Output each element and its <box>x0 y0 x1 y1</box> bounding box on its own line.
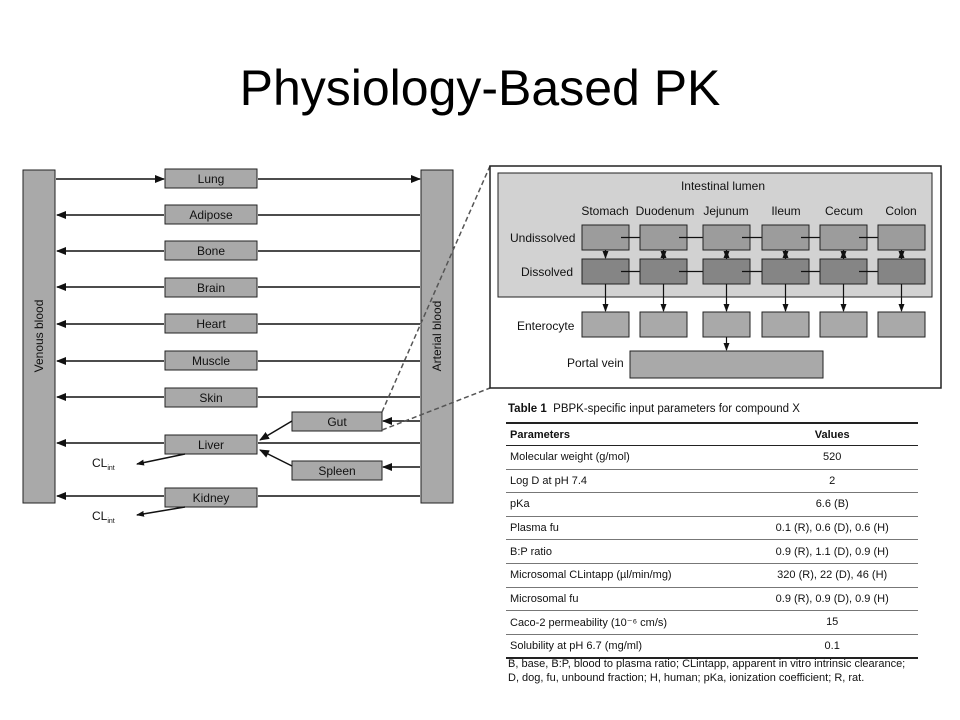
segment-cecum-label: Cecum <box>824 204 864 218</box>
table-row <box>506 611 918 635</box>
table-row <box>506 493 918 517</box>
portal-vein-label: Portal vein <box>567 356 624 370</box>
param-value: 2 <box>746 469 918 493</box>
segment-jejunum-label: Jejunum <box>703 204 749 218</box>
param-value: 15 <box>746 611 918 635</box>
segment-colon-label: Colon <box>885 204 917 218</box>
table-caption-text: PBPK-specific input parameters for compound X <box>553 403 800 415</box>
compartment-enterocyte <box>640 312 687 337</box>
param-name: Microsomal CLintapp (µl/min/mg) <box>506 563 746 587</box>
param-name: Molecular weight (g/mol) <box>506 446 746 470</box>
table-row <box>506 634 918 658</box>
table-number: Table 1 <box>508 403 547 415</box>
param-value: 6.6 (B) <box>746 493 918 517</box>
table-row <box>506 587 918 611</box>
param-name: Caco-2 permeability (10⁻⁶ cm/s) <box>506 611 746 635</box>
param-value: 0.1 <box>746 634 918 658</box>
organ-muscle-label: Muscle <box>191 354 231 368</box>
param-name: Solubility at pH 6.7 (mg/ml) <box>506 634 746 658</box>
enterocyte-label: Enterocyte <box>517 319 575 333</box>
parameters-table <box>506 422 918 659</box>
organ-liver-label: Liver <box>197 438 225 452</box>
dissolved-label: Dissolved <box>521 265 574 279</box>
organ-kidney-label: Kidney <box>192 491 230 505</box>
param-name: Microsomal fu <box>506 587 746 611</box>
param-value: 0.9 (R), 0.9 (D), 0.9 (H) <box>746 587 918 611</box>
arterial-blood-label: Arterial blood <box>430 300 444 372</box>
param-value: 0.9 (R), 1.1 (D), 0.9 (H) <box>746 540 918 564</box>
segment-stomach-label: Stomach <box>581 204 629 218</box>
kidney-clint-label: $CL_{int}$ <box>92 509 115 525</box>
compartment-enterocyte <box>703 312 750 337</box>
table-caption <box>508 403 800 415</box>
compartment-enterocyte <box>820 312 867 337</box>
param-value: 520 <box>746 446 918 470</box>
param-value: 320 (R), 22 (D), 46 (H) <box>746 563 918 587</box>
liver-clint-label: $CL_{int}$ <box>92 456 115 472</box>
param-value: 0.1 (R), 0.6 (D), 0.6 (H) <box>746 516 918 540</box>
venous-blood-label: Venous blood <box>32 299 46 373</box>
organ-lung-label: Lung <box>197 172 225 186</box>
organ-skin-label: Skin <box>199 391 223 405</box>
table-row <box>506 540 918 564</box>
table-footnote: B, base, B:P, blood to plasma ratio; CLintapp, apparent in vitro intrinsic clearance; D, dog, fu, unbound fraction; H, human; pKa, ionization coefficient; R, rat. <box>508 658 906 684</box>
segment-ileum-label: Ileum <box>771 204 801 218</box>
intestinal-lumen-label: Intestinal lumen <box>680 179 766 193</box>
param-name: pKa <box>506 493 746 517</box>
table-row <box>506 469 918 493</box>
compartment-undissolved <box>878 225 925 250</box>
organ-bone-label: Bone <box>196 244 226 258</box>
portal-vein-box <box>630 351 823 378</box>
organ-heart-label: Heart <box>196 317 226 331</box>
undissolved-label: Undissolved <box>510 231 576 245</box>
compartment-enterocyte <box>582 312 629 337</box>
compartment-dissolved <box>878 259 925 284</box>
table-row <box>506 446 918 470</box>
slide-title: Physiology-Based PK <box>239 60 721 116</box>
param-name: B:P ratio <box>506 540 746 564</box>
organ-gut-label: Gut <box>327 415 347 429</box>
compartment-enterocyte <box>878 312 925 337</box>
segment-duodenum-label: Duodenum <box>635 204 695 218</box>
header-values: Values <box>746 423 918 446</box>
compartment-enterocyte <box>762 312 809 337</box>
table-row <box>506 516 918 540</box>
table-row <box>506 563 918 587</box>
organ-brain-label: Brain <box>196 281 226 295</box>
organ-adipose-label: Adipose <box>189 208 233 222</box>
organ-spleen-label: Spleen <box>318 464 356 478</box>
param-name: Log D at pH 7.4 <box>506 469 746 493</box>
header-parameters: Parameters <box>506 423 746 446</box>
param-name: Plasma fu <box>506 516 746 540</box>
